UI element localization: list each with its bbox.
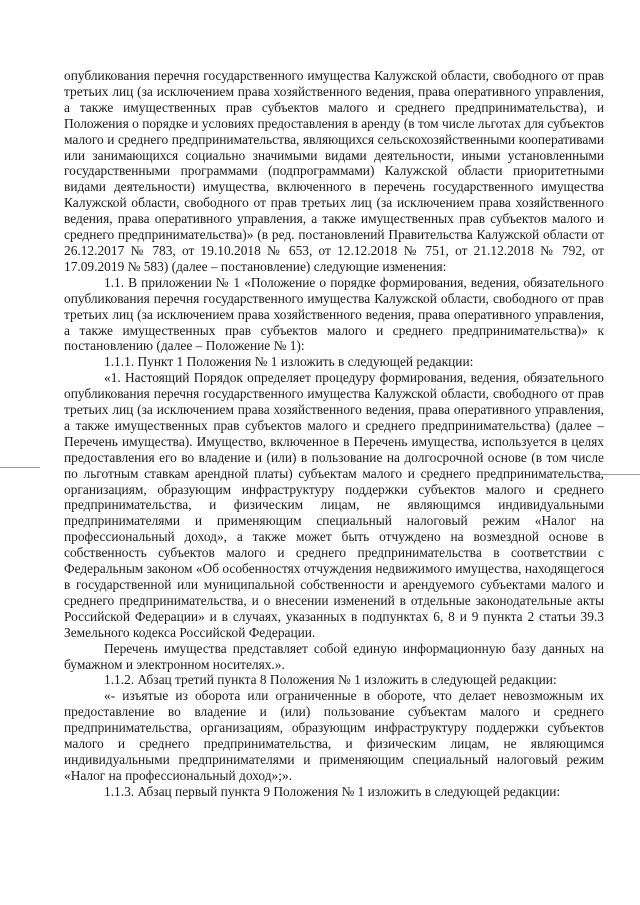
- scan-artifact-line: [600, 474, 640, 475]
- paragraph-quoted-point-8: «- изъятые из оборота или ограниченные в обороте, что делает невозможным их предоставление во владение и (или) пользование субъектам малого и среднего предпринимательства, организациям, образующим инфраструктуру поддержки субъектов малого и среднего предпринимательства, и физическим лицам, не являющимся индивидуальными предпринимателями и применяющим специальный налоговый режим «Налог на профессиональный доход»;».: [64, 688, 604, 783]
- paragraph-1-1: 1.1. В приложении № 1 «Положение о порядке формирования, ведения, обязательного опубликования перечня государственного имущества Калужской области, свободного от прав третьих лиц (за исключением права хозяйственного ведения, права оперативного управления, а также имущественных прав субъектов малого и среднего предпринимательства)» к постановлению (далее – Положение № 1):: [64, 274, 604, 354]
- document-body: [64, 68, 604, 800]
- scan-artifact-line: [0, 467, 40, 468]
- paragraph-quoted-point-1: «1. Настоящий Порядок определяет процедуру формирования, ведения, обязательного опубликования перечня государственного имущества Калужской области, свободного от прав третьих лиц (за исключением права хозяйственного ведения, права оперативного управления, а также имущественных прав субъектов малого и среднего предпринимательства) (далее – Перечень имущества). Имущество, включенное в Перечень имущества, используется в целях предоставления его во владение и (или) в пользование на долгосрочной основе (в том числе по льготным ставкам арендной платы) субъектам малого и среднего предпринимательства, организациям, образующим инфраструктуру поддержки субъектов малого и среднего предпринимательства, и физическим лицам, не являющимся индивидуальными предпринимателями и применяющим специальный налоговый режим «Налог на профессиональный доход», а также может быть отчуждено на возмездной основе в собственность субъектов малого и среднего предпринимательства в соответствии с Федеральным законом «Об особенностях отчуждения недвижимого имущества, находящегося в государственной или муниципальной собственности и арендуемого субъектами малого и среднего предпринимательства, и о внесении изменений в отдельные законодательные акты Российской Федерации» и в случаях, указанных в подпунктах 6, 8 и 9 пункта 2 статьи 39.3 Земельного кодекса Российской Федерации.: [64, 370, 604, 640]
- paragraph-1-1-2: 1.1.2. Абзац третий пункта 8 Положения № 1 изложить в следующей редакции:: [104, 672, 557, 688]
- paragraph-intro-continuation: опубликования перечня государственного имущества Калужской области, свободного от прав третьих лиц (за исключением права хозяйственного ведения, права оперативного управления, а также имущественных прав субъектов малого и среднего предпринимательства), и Положения о порядке и условиях предоставления в аренду (в том числе льготах для субъектов малого и среднего предпринимательства, являющихся сельскохозяйственными кооперативами или занимающихся социально значимыми видами деятельности, иными установленными государственными программами (подпрограммами) Калужской области приоритетными видами деятельности) имущества, включенного в перечень государственного имущества Калужской области, свободного от прав третьих лиц (за исключением права хозяйственного ведения, права оперативного управления, а также имущественных прав субъектов малого и среднего предпринимательства)» (в ред. постановлений Правительства Калужской области от 26.12.2017 № 783, от 19.10.2018 № 653, от 12.12.2018 № 751, от 21.12.2018 № 792, от 17.09.2019 № 583) (далее – постановление) следующие изменения:: [64, 68, 604, 274]
- paragraph-registry-definition: Перечень имущества представляет собой единую информационную базу данных на бумажном и электронном носителях.».: [64, 640, 604, 672]
- paragraph-1-1-1: 1.1.1. Пункт 1 Положения № 1 изложить в следующей редакции:: [104, 354, 474, 370]
- paragraph-1-1-3: 1.1.3. Абзац первый пункта 9 Положения № 1 изложить в следующей редакции:: [104, 783, 561, 799]
